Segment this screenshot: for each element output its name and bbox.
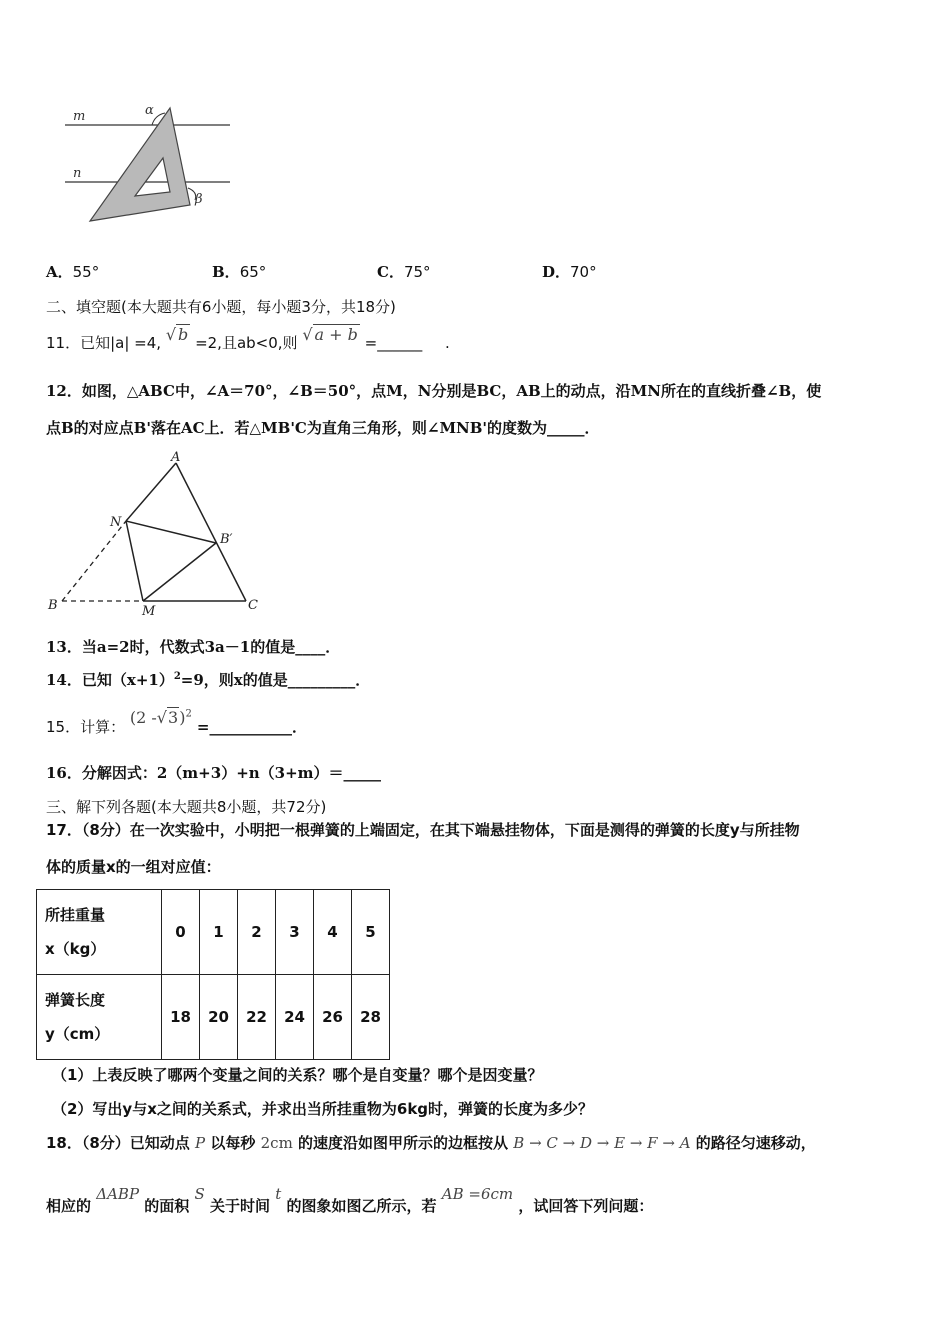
table-cell: 0 <box>162 890 200 975</box>
segment-NBp <box>126 521 216 543</box>
q18-area-S: S <box>194 1185 205 1203</box>
row-header-length <box>37 975 162 1060</box>
sqrt-a-plus-b: √ a + b <box>302 325 358 344</box>
figure-triangle-fold <box>40 448 270 620</box>
choice-d[interactable] <box>542 261 597 282</box>
table-cell: 28 <box>352 975 390 1060</box>
sqrt-b: √ b <box>165 325 189 344</box>
choice-a[interactable] <box>46 261 99 282</box>
sqrt-b-radicand: b <box>178 325 189 344</box>
row-header-length-line1: 弹簧长度 <box>45 991 106 1009</box>
choice-value: 65° <box>239 263 267 281</box>
label-A: A <box>171 450 181 465</box>
question-13: 13．当a=2时，代数式3a－1的值是____． <box>46 638 341 656</box>
q14-after: =9，则x的值是_________． <box>180 671 371 689</box>
question-15 <box>46 708 307 737</box>
choice-c[interactable] <box>377 261 431 282</box>
q18-t2: 以每秒 <box>210 1134 256 1152</box>
table-cell: 24 <box>276 975 314 1060</box>
segment-AC <box>176 463 246 601</box>
q18-path: B → C → D → E → F → A <box>513 1134 691 1152</box>
table-cell: 4 <box>314 890 352 975</box>
q18-t7: 关于时间 <box>210 1197 271 1215</box>
choice-letter: B． <box>212 263 240 281</box>
q18-t5: 相应的 <box>46 1197 92 1215</box>
q15-label: 15．计算： <box>46 718 126 736</box>
label-m: m <box>73 109 86 124</box>
q14-exponent: 2 <box>173 671 181 682</box>
table-cell: 1 <box>200 890 238 975</box>
q15-sqrt-radicand: 3 <box>168 708 179 727</box>
q18-t4: 的路径匀速移动， <box>695 1134 816 1152</box>
figure-parallel-lines-triangle <box>55 100 245 230</box>
segment-AB <box>126 463 176 521</box>
q18-t6: 的面积 <box>144 1197 190 1215</box>
q11-dot: . <box>445 334 450 352</box>
q18-t9: ，试回答下列问题： <box>518 1197 654 1215</box>
question-16: 16．分解因式：2（m+3）+n（3+m）＝_____ <box>46 764 382 782</box>
label-M: M <box>142 604 156 619</box>
choice-letter: A． <box>46 263 73 281</box>
spring-data-table <box>36 889 390 1060</box>
table-row <box>37 975 390 1060</box>
table-cell: 18 <box>162 975 200 1060</box>
label-C: C <box>248 598 258 613</box>
q15-close: ) <box>179 708 186 727</box>
choice-letter: D． <box>542 263 571 281</box>
q15-sqrt: √3 <box>156 708 179 727</box>
row-header-weight <box>37 890 162 975</box>
q15-expression <box>130 708 197 727</box>
segment-BN-dashed <box>62 521 126 601</box>
section2-title: 二、填空题(本大题共有6小题，每小题3分，共18分) <box>46 298 396 316</box>
question-17-sub2: （2）写出y与x之间的关系式，并求出当所挂重物为6kg时，弹簧的长度为多少？ <box>52 1100 594 1118</box>
sqrt-ab-radicand: a + b <box>314 325 358 344</box>
question-11 <box>46 325 450 353</box>
row-header-length-line2: y（cm） <box>45 1025 110 1043</box>
table-cell: 5 <box>352 890 390 975</box>
choice-b[interactable] <box>212 261 266 282</box>
segment-MBp <box>143 543 216 601</box>
q11-suffix: =______ <box>364 334 423 352</box>
label-Bprime: B′ <box>220 532 233 547</box>
table-cell: 20 <box>200 975 238 1060</box>
q18-t1: 18．（8分）已知动点 <box>46 1134 190 1152</box>
table-cell: 2 <box>238 890 276 975</box>
label-alpha: α <box>145 103 154 118</box>
q18-speed: 2cm <box>260 1134 293 1152</box>
choice-value: 70° <box>570 263 597 281</box>
row-header-weight-line2: x（kg） <box>45 940 106 958</box>
label-n: n <box>73 166 82 181</box>
q18-t3: 的速度沿如图甲所示的边框按从 <box>298 1134 509 1152</box>
q15-tail: =___________． <box>196 718 307 736</box>
label-N: N <box>110 515 122 530</box>
question-12-line1: 12．如图，△ABC中，∠A＝70°，∠B＝50°，点M，N分别是BC，AB上的动点，沿MN所在的直线折叠∠B，使 <box>46 382 822 400</box>
q11-mid: =2,且ab<0,则 <box>195 334 298 352</box>
segment-NM <box>126 521 143 601</box>
question-12-line2: 点B的对应点B'落在AC上．若△MB'C为直角三角形，则∠MNB'的度数为_____． <box>46 419 600 437</box>
section3-title: 三、解下列各题(本大题共8小题，共72分) <box>46 798 327 816</box>
q18-t8: 的图象如图乙所示，若 <box>286 1197 437 1215</box>
q18-point-P: P <box>195 1134 206 1152</box>
question-17-line1: 17．（8分）在一次实验中，小明把一根弹簧的上端固定，在其下端悬挂物体，下面是测得的弹簧的长度y与所挂物 <box>46 821 800 839</box>
q14-before: 14．已知（x+1） <box>46 671 174 689</box>
label-B: B <box>48 598 58 613</box>
table-cell: 3 <box>276 890 314 975</box>
table-cell: 26 <box>314 975 352 1060</box>
q18-triangle: ΔABP <box>96 1185 140 1203</box>
choice-value: 55° <box>72 263 100 281</box>
question-17-line2: 体的质量x的一组对应值： <box>46 858 221 876</box>
choice-value: 75° <box>403 263 431 281</box>
row-header-weight-line1: 所挂重量 <box>45 906 106 924</box>
q15-exponent: 2 <box>185 708 192 720</box>
q18-AB: AB =6cm <box>441 1185 514 1203</box>
table-row <box>37 890 390 975</box>
q11-prefix: 11．已知|a| =4, <box>46 334 162 352</box>
table-cell: 22 <box>238 975 276 1060</box>
q18-time-t: t <box>275 1185 282 1203</box>
question-17-sub1: （1）上表反映了哪两个变量之间的关系？哪个是自变量？哪个是因变量？ <box>52 1066 543 1084</box>
choice-letter: C． <box>377 263 404 281</box>
q15-open: (2 - <box>129 708 157 727</box>
question-18-line2 <box>46 1185 654 1216</box>
question-18-line1 <box>46 1132 816 1153</box>
question-14 <box>46 669 370 690</box>
label-beta: β <box>195 192 203 207</box>
